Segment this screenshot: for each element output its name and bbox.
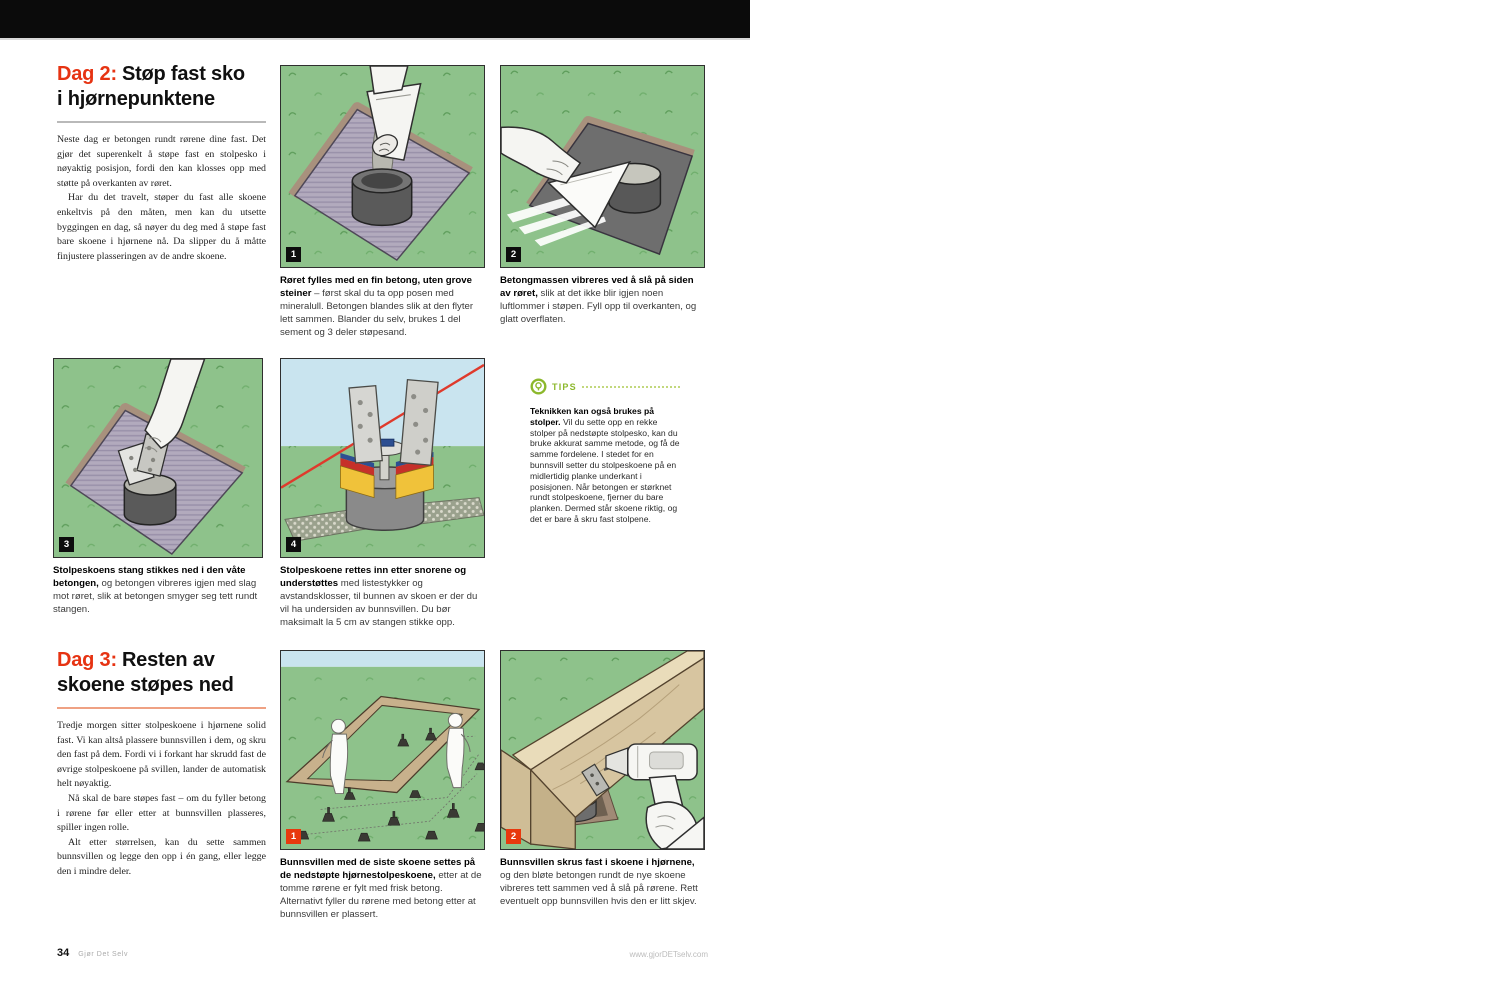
day2-heading — [57, 62, 266, 112]
illustration-pour-concrete — [280, 65, 485, 268]
footer-left — [57, 947, 128, 959]
step-badge: 2 — [506, 247, 521, 262]
day3-paragraph: Alt etter størrelsen, kan du sette sammen bunnsvillen og legge den opp i én gang, eller legge den i mindre deler. — [57, 836, 266, 877]
day3-heading-line2: skoene støpes ned — [57, 674, 234, 696]
illustration-insert-post-shoe-svg — [54, 359, 262, 557]
day3-heading — [57, 648, 266, 698]
day3-heading-line1: Resten av — [121, 649, 215, 671]
caption-body: med listestykker og avstandsklosser, til bunnen av skoen er der du vil ha undersiden av bunnsvillen. Du bør maksimalt la 5 cm av stangen stikke opp. — [280, 578, 478, 628]
tips-header — [530, 378, 680, 395]
page-number: 34 — [57, 947, 70, 959]
tips-icon — [530, 378, 547, 395]
step-figure-vibrate-concrete — [500, 65, 705, 326]
step-figure-screw-sill — [500, 650, 705, 908]
step-caption — [500, 856, 705, 908]
step-caption — [280, 856, 485, 921]
caption-body: slik at det ikke blir igjen noen luftlommer i støpen. Fyll opp til overkanten, og glatt overflaten. — [500, 288, 697, 325]
day3-divider — [57, 707, 266, 709]
caption-body: – først skal du ta opp posen med mineralull. Betongen blandes slik at den flyter lett sammen. Blander du selv, brukes 1 del sement og 3 deler støpesand. — [280, 288, 474, 338]
tips-lead: Teknikken kan også brukes på stolper. — [530, 406, 655, 427]
step-caption — [280, 564, 485, 629]
illustration-insert-post-shoe — [53, 358, 263, 558]
day3-intro — [57, 719, 266, 880]
step-caption — [53, 564, 263, 616]
day2-divider — [57, 121, 266, 123]
day2-intro — [57, 133, 266, 264]
step-badge: 3 — [59, 537, 74, 552]
tips-text — [530, 406, 680, 525]
step-figure-place-sill — [280, 650, 485, 921]
day3-paragraph: Tredje morgen sitter stolpeskoene i hjørnene solid fast. Vi kan altså plassere bunnsvillen i dem, og skru den fast på dem. Fordi vi i forkant har skrudd fast de øvrige stolpeskoene på svillen, lander de automatisk helt nøyaktig. — [57, 720, 266, 790]
step-caption — [500, 274, 705, 326]
step-badge: 1 — [286, 829, 301, 844]
illustration-vibrate-concrete — [500, 65, 705, 268]
illustration-align-post-shoe-svg — [281, 359, 484, 557]
day3-paragraph: Nå skal de bare støpes fast – om du fyller betong i rørene før eller etter at bunnsvillen plasseres, spiller ingen rolle. — [57, 792, 266, 834]
day2-heading-line1: Støp fast sko — [121, 63, 245, 85]
tips-body: Vil du sette opp en rekke stolper på nedstøpte stolpesko, kan du bruke akkurat samme metode, og få de samme fordelene. I stedet for en bunnsvill setter du stolpeskoene på en midlertidig planke underkant i posisjonen. Når betongen er størknet rundt stolpeskoene, fjerner du bare planken. Dermed står skoene riktig, og det er bare å skru fast stolpene. — [530, 416, 680, 524]
caption-lead: Stolpeskoene rettes inn etter snorene og understøttes — [280, 565, 467, 589]
tips-divider — [582, 386, 680, 388]
footer-magazine-name: Gjør Det Selv — [78, 951, 129, 958]
caption-body: og betongen vibreres igjen med slag mot røret, slik at betongen smyger seg tett rundt stangen. — [53, 578, 258, 615]
step-figure-align-post-shoe — [280, 358, 485, 629]
illustration-pour-concrete-svg — [281, 66, 484, 267]
caption-body: og den bløte betongen rundt de nye skoene vibreres tett sammen ved å slå på rørene. Rett eventuelt opp bunnsvillen hvis den er litt skjev. — [500, 870, 698, 907]
day3-column — [57, 648, 266, 880]
step-badge: 4 — [286, 537, 301, 552]
day2-heading-line2: i hjørnepunktene — [57, 88, 215, 110]
day2-column — [57, 62, 266, 264]
illustration-place-sill-svg — [281, 651, 484, 849]
illustration-screw-sill — [500, 650, 705, 850]
step-figure-pour-concrete — [280, 65, 485, 339]
illustration-screw-sill-svg — [501, 651, 704, 849]
caption-lead: Betongmassen vibreres ved å slå på siden av røret, — [500, 275, 694, 299]
step-badge: 1 — [286, 247, 301, 262]
tips-label: TIPS — [552, 381, 577, 392]
day2-paragraph: Neste dag er betongen rundt rørene dine fast. Det gjør det superenkelt å støpe fast en stolpesko i nøyaktig posisjon, fordi den kan klosses opp med støtte på overkanten av røret. — [57, 134, 266, 189]
step-badge: 2 — [506, 829, 521, 844]
day2-heading-prefix: Dag 2: — [57, 63, 117, 85]
caption-lead: Røret fylles med en fin betong, uten grove steiner — [280, 275, 472, 299]
step-caption — [280, 274, 485, 339]
step-figure-insert-post-shoe — [53, 358, 263, 616]
caption-lead: Stolpeskoens stang stikkes ned i den våte betongen, — [53, 565, 246, 589]
caption-body: etter at de tomme rørene er fylt med frisk betong. Alternativt fyller du rørene med betong etter at bunnsvillen er plassert. — [280, 870, 482, 920]
day3-heading-prefix: Dag 3: — [57, 649, 117, 671]
tips-box — [530, 378, 680, 525]
caption-lead: Bunnsvillen skrus fast i skoene i hjørnene, — [500, 857, 695, 868]
footer-website: www.gjorDETselv.com — [629, 950, 708, 959]
illustration-place-sill — [280, 650, 485, 850]
day2-paragraph: Har du det travelt, støper du fast alle skoene enkeltvis på den måten, men kan du utsette byggingen en dag, så nøyer du deg med å støpe fast bare skoene i hjørnene nå. Da slipper du å måtte finjustere plasseringen av de andre skoene. — [57, 192, 266, 262]
illustration-vibrate-concrete-svg — [501, 66, 704, 267]
illustration-align-post-shoe — [280, 358, 485, 558]
caption-lead: Bunnsvillen med de siste skoene settes på de nedstøpte hjørnestolpeskoene, — [280, 857, 476, 881]
top-black-banner — [0, 0, 750, 38]
